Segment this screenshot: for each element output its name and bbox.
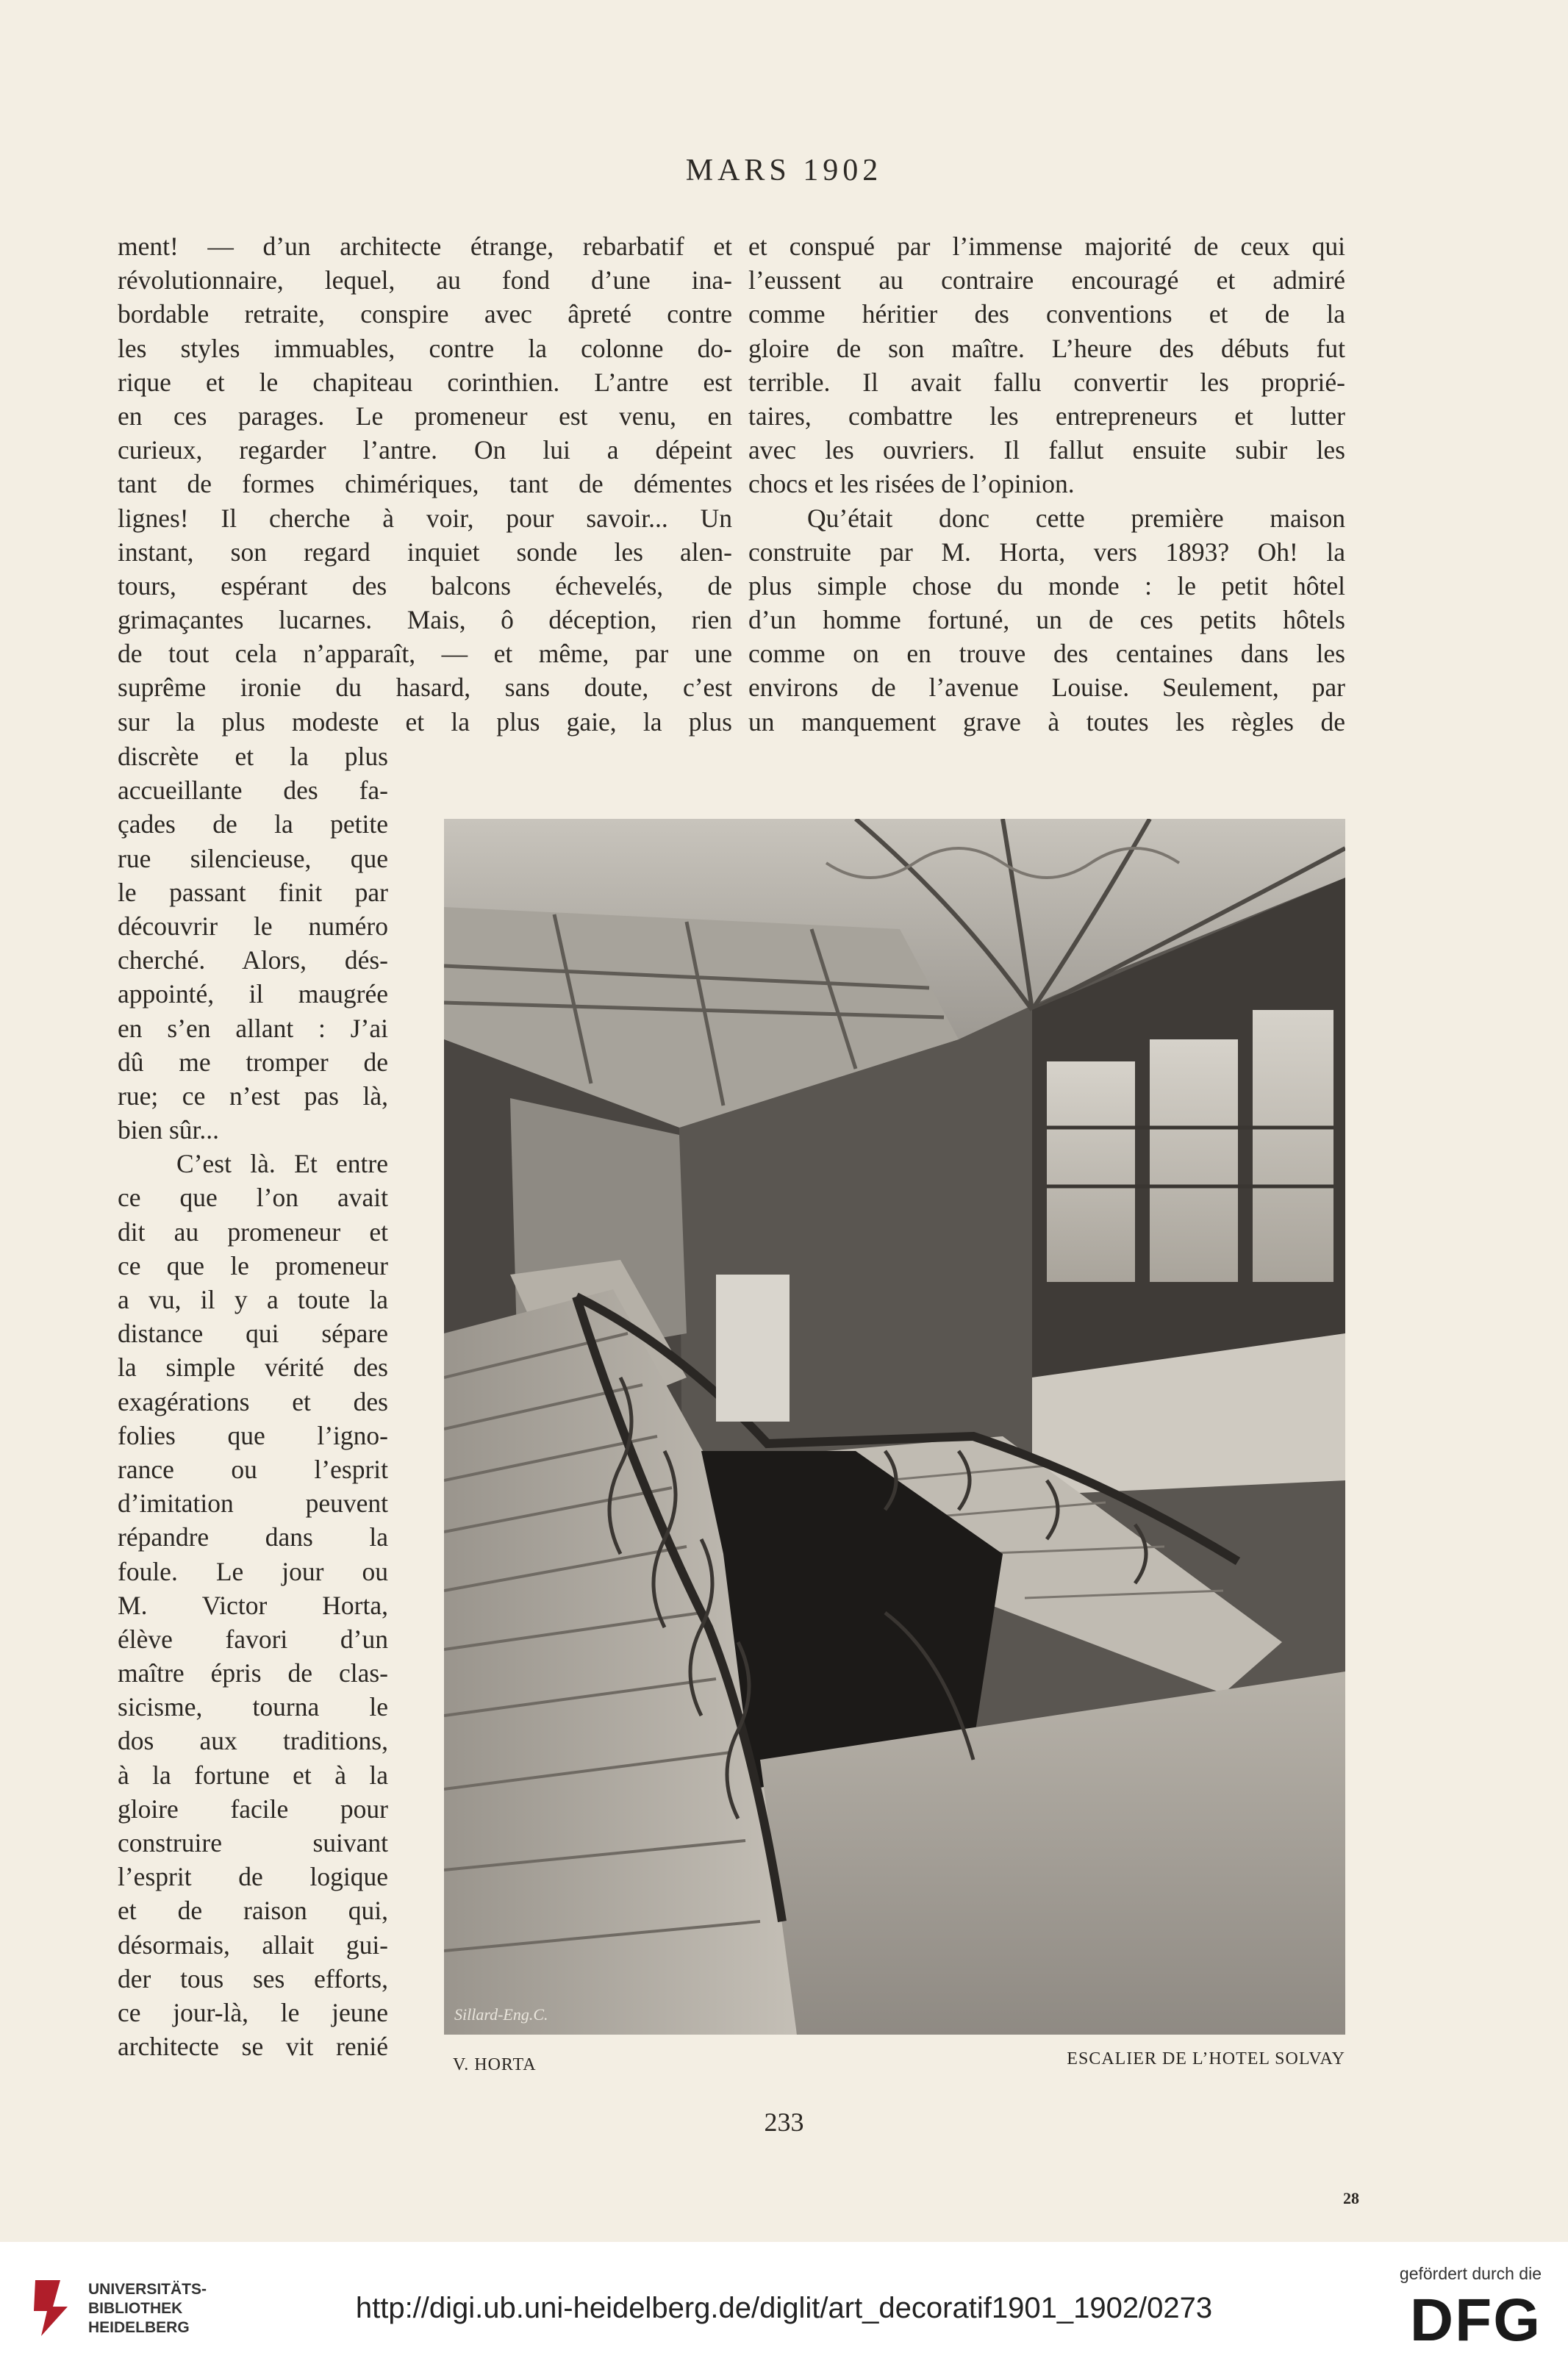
caption-title: ESCALIER DE L’HOTEL SOLVAY bbox=[1067, 2049, 1345, 2068]
text-line: architecte se vit renié bbox=[118, 2032, 388, 2062]
text-line: suprême ironie du hasard, sans doute, c’est bbox=[118, 673, 732, 703]
text-line: un manquement grave à toutes les règles de bbox=[748, 706, 1345, 737]
text-line: environs de l’avenue Louise. Seulement, par bbox=[748, 673, 1345, 703]
text-line: avec les ouvriers. Il fallut ensuite subir les bbox=[748, 435, 1345, 465]
text-line: dit au promeneur et bbox=[118, 1217, 388, 1247]
library-name: UNIVERSITÄTS- BIBLIOTHEK HEIDELBERG bbox=[88, 2281, 207, 2336]
text-line: comme on en trouve des centaines dans les bbox=[748, 639, 1345, 669]
permalink-url[interactable]: http://digi.ub.uni-heidelberg.de/diglit/art_decoratif1901_1902/0273 bbox=[355, 2292, 1213, 2324]
digitization-footer bbox=[0, 2242, 1568, 2361]
text-line: foule. Le jour ou bbox=[118, 1556, 388, 1586]
text-line: comme héritier des conventions et de la bbox=[748, 299, 1345, 329]
text-line: cherché. Alors, dés- bbox=[118, 945, 388, 975]
text-line: lignes! Il cherche à voir, pour savoir... Un bbox=[118, 503, 732, 533]
text-line: C’est là. Et entre bbox=[176, 1149, 388, 1179]
text-line: dos aux traditions, bbox=[118, 1726, 388, 1756]
text-line: construite par M. Horta, vers 1893? Oh! la bbox=[748, 537, 1345, 567]
caption-architect: V. HORTA bbox=[453, 2055, 537, 2074]
text-line: répandre dans la bbox=[118, 1522, 388, 1552]
text-line: Qu’était donc cette première maison bbox=[807, 503, 1345, 533]
text-line: der tous ses efforts, bbox=[118, 1963, 388, 1993]
text-line: instant, son regard inquiet sonde les alen- bbox=[118, 537, 732, 567]
text-line: appointé, il maugrée bbox=[118, 979, 388, 1009]
text-line: d’imitation peuvent bbox=[118, 1488, 388, 1519]
page-number: 233 bbox=[764, 2107, 804, 2137]
text-line: le passant finit par bbox=[118, 877, 388, 907]
text-line: chocs et les risées de l’opinion. bbox=[748, 469, 1075, 499]
text-line: rique et le chapiteau corinthien. L’antre est bbox=[118, 367, 732, 397]
photographic-plate bbox=[444, 819, 1345, 2035]
text-line: en s’en allant : J’ai bbox=[118, 1013, 388, 1043]
text-line: terrible. Il avait fallu convertir les proprié- bbox=[748, 367, 1345, 397]
text-line: çades de la petite bbox=[118, 809, 388, 839]
text-line: désormais, allait gui- bbox=[118, 1930, 388, 1960]
text-line: ce que le promeneur bbox=[118, 1250, 388, 1280]
text-line: a vu, il y a toute la bbox=[118, 1285, 388, 1314]
text-line: tant de formes chimériques, tant de démentes bbox=[118, 469, 732, 499]
text-line: construire suivant bbox=[118, 1828, 388, 1857]
text-line: gloire facile pour bbox=[118, 1794, 388, 1824]
text-line: l’eussent au contraire encouragé et admiré bbox=[748, 265, 1345, 295]
right-text-column bbox=[748, 229, 1345, 739]
text-line: l’esprit de logique bbox=[118, 1862, 388, 1892]
engraver-mark: Sillard-Eng.C. bbox=[454, 2005, 548, 2024]
text-line: discrète et la plus bbox=[118, 742, 388, 771]
text-line: curieux, regarder l’antre. On lui a dépeint bbox=[118, 435, 732, 465]
text-line: et de raison qui, bbox=[118, 1896, 388, 1926]
text-line: accueillante des fa- bbox=[118, 775, 388, 806]
text-line: rue; ce n’est pas là, bbox=[118, 1081, 388, 1111]
text-line: la simple vérité des bbox=[118, 1353, 388, 1383]
running-head: MARS 1902 bbox=[685, 154, 883, 187]
text-line: distance qui sépare bbox=[118, 1319, 388, 1349]
text-line: tours, espérant des balcons échevelés, de bbox=[118, 570, 732, 601]
text-line: à la fortune et à la bbox=[118, 1760, 388, 1790]
text-line: bordable retraite, conspire avec âpreté contre bbox=[118, 299, 732, 329]
text-line: d’un homme fortuné, un de ces petits hôtels bbox=[748, 605, 1345, 635]
text-line: et conspué par l’immense majorité de ceux qui bbox=[748, 232, 1345, 261]
text-line: grimaçantes lucarnes. Mais, ô déception, rien bbox=[118, 605, 732, 635]
text-line: bien sûr... bbox=[118, 1115, 220, 1145]
dfg-logo: DFG bbox=[1409, 2287, 1542, 2354]
text-line: les styles immuables, contre la colonne do- bbox=[118, 333, 732, 363]
text-line: dû me tromper de bbox=[118, 1047, 388, 1077]
text-line: ce que l’on avait bbox=[118, 1183, 388, 1213]
text-line: exagérations et des bbox=[118, 1386, 388, 1416]
text-line: révolutionnaire, lequel, au fond d’une ina- bbox=[118, 265, 732, 295]
left-text-column bbox=[118, 229, 732, 739]
signature-mark: 28 bbox=[1343, 2189, 1359, 2207]
text-line: ce jour-là, le jeune bbox=[118, 1997, 388, 2027]
text-line: plus simple chose du monde : le petit hôtel bbox=[748, 570, 1345, 601]
funding-note: gefördert durch die bbox=[1399, 2264, 1542, 2283]
text-line: taires, combattre les entrepreneurs et lutter bbox=[748, 401, 1345, 431]
text-line: sicisme, tourna le bbox=[118, 1692, 388, 1722]
text-line: gloire de son maître. L’heure des débuts fut bbox=[748, 333, 1345, 363]
text-line: rance ou l’esprit bbox=[118, 1454, 388, 1484]
staircase-illustration bbox=[444, 819, 1345, 2035]
text-line: découvrir le numéro bbox=[118, 911, 388, 941]
text-line: de tout cela n’apparaît, — et même, par une bbox=[118, 639, 732, 669]
text-line: folies que l’igno- bbox=[118, 1420, 388, 1450]
text-line: sur la plus modeste et la plus gaie, la plus bbox=[118, 706, 732, 737]
text-line: ment! — d’un architecte étrange, rebarbatif et bbox=[118, 232, 732, 261]
text-line: M. Victor Horta, bbox=[118, 1590, 388, 1620]
narrow-text-column bbox=[118, 739, 388, 2063]
text-line: élève favori d’un bbox=[118, 1624, 388, 1654]
text-line: rue silencieuse, que bbox=[118, 843, 388, 873]
text-line: en ces parages. Le promeneur est venu, en bbox=[118, 401, 732, 431]
text-line: maître épris de clas- bbox=[118, 1658, 388, 1688]
